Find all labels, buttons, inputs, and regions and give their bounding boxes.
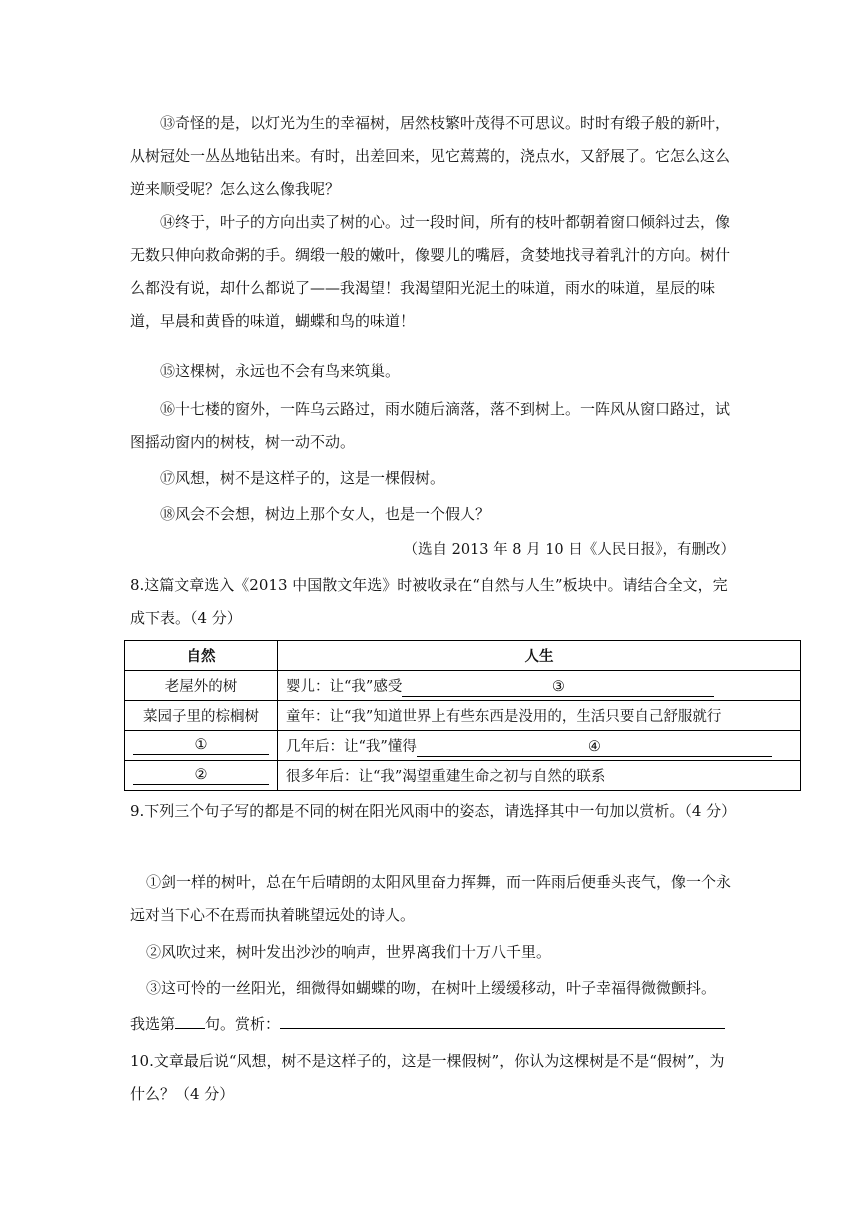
sentence-number-blank[interactable] xyxy=(175,1028,205,1029)
life-cell: 童年：让“我”知道世界上有些东西是没用的，生活只要自己舒服就行 xyxy=(278,701,801,731)
answer-blank-2[interactable]: ② xyxy=(133,766,269,785)
answer-prefix: 我选第 xyxy=(130,1015,176,1033)
table-row xyxy=(125,701,801,731)
answer-blank-3[interactable]: ③ xyxy=(402,678,714,697)
nature-cell xyxy=(125,731,278,761)
paragraph-18: ⑱风会不会想，树边上那个女人，也是一个假人？ xyxy=(160,505,491,523)
option-3: ③这可怜的一丝阳光，细微得如蝴蝶的吻，在树叶上缓缓移动，叶子幸福得微微颤抖。 xyxy=(146,979,717,997)
table-header-nature: 自然 xyxy=(125,641,278,671)
life-text: 几年后：让“我”懂得 xyxy=(286,738,417,755)
question-10: 10.文章最后说“风想，树不是这样子的，这是一棵假树”，你认为这棵树是不是“假树”，为什么？（4 分） xyxy=(130,1052,725,1103)
answer-blank-1[interactable]: ① xyxy=(133,736,269,755)
answer-mid: 句。赏析： xyxy=(205,1015,281,1033)
paragraph-13: ⑬奇怪的是，以灯光为生的幸福树，居然枝繁叶茂得不可思议。时时有缎子般的新叶，从树冠处一丛丛地钻出来。有时，出差回来，见它蔫蔫的，浇点水，又舒展了。它怎么这么逆来顺受呢？怎么这么像我呢？ xyxy=(130,114,731,198)
paragraph-17: ⑰风想，树不是这样子的，这是一棵假树。 xyxy=(160,469,446,487)
option-2: ②风吹过来，树叶发出沙沙的响声，世界离我们十万八千里。 xyxy=(146,943,552,961)
question-9: 9.下列三个句子写的都是不同的树在阳光风雨中的姿态，请选择其中一句加以赏析。（4 分） xyxy=(130,802,737,820)
nature-cell xyxy=(125,761,278,791)
question-8-table xyxy=(124,640,801,791)
answer-blank-4[interactable]: ④ xyxy=(417,738,772,757)
nature-cell: 菜园子里的棕榈树 xyxy=(125,701,278,731)
table-row xyxy=(125,761,801,791)
table-header-life: 人生 xyxy=(278,641,801,671)
question-9-answer-line xyxy=(130,1008,735,1041)
life-cell xyxy=(278,671,801,701)
appreciation-blank[interactable] xyxy=(280,1028,725,1029)
life-text: 婴儿：让“我”感受 xyxy=(286,678,403,695)
table-row xyxy=(125,671,801,701)
paragraph-16: ⑯十七楼的窗外，一阵乌云路过，雨水随后滴落，落不到树上。一阵风从窗口路过，试图摇动窗内的树枝，树一动不动。 xyxy=(130,400,731,451)
source-note: （选自 2013 年 8 月 10 日《人民日报》，有删改） xyxy=(403,542,735,558)
question-8: 8.这篇文章选入《2013 中国散文年选》时被收录在“自然与人生”板块中。请结合全文，完成下表。（4 分） xyxy=(130,576,728,627)
paragraph-15: ⑮这棵树，永远也不会有鸟来筑巢。 xyxy=(160,362,401,380)
paragraph-14: ⑭终于，叶子的方向出卖了树的心。过一段时间，所有的枝叶都朝着窗口倾斜过去，像无数只伸向救命粥的手。绸缎一般的嫩叶，像婴儿的嘴唇，贪婪地找寻着乳汁的方向。树什么都没有说，却什么都说了——我渴望！我渴望阳光泥土的味道，雨水的味道，星辰的味道，早晨和黄昏的味道，蝴蝶和鸟的味道！ xyxy=(130,213,731,330)
table-row xyxy=(125,731,801,761)
option-1: ①剑一样的树叶，总在午后晴朗的太阳风里奋力挥舞，而一阵雨后便垂头丧气，像一个永远对当下心不在焉而执着眺望远处的诗人。 xyxy=(130,873,732,924)
life-cell: 很多年后：让“我”渴望重建生命之初与自然的联系 xyxy=(278,761,801,791)
life-cell xyxy=(278,731,801,761)
nature-cell: 老屋外的树 xyxy=(125,671,278,701)
